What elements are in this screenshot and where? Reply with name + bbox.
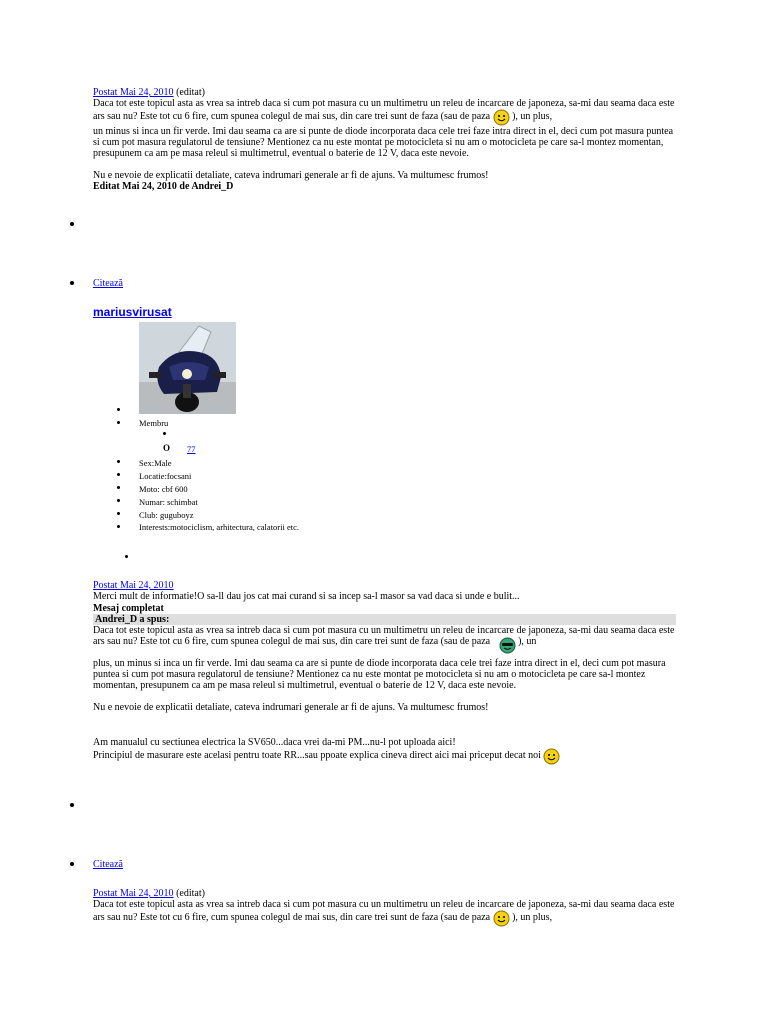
bullet-icon: [117, 421, 120, 424]
bullet-icon: [117, 460, 120, 463]
post-3-edited-tag: (editat): [176, 888, 205, 899]
post-1-text-c: un minus si inca un fir verde. Imi dau seama ca are si punte de diode incorporata daca cele trei faze intra direct in el, deci cum pot masura puntea si cum pot masura regulatorul de tensiune? Mentionez ca nu este montat pe motocicleta si nu am o motocicleta pe care sa-l montez momentan, presupunem ca am pe masa releul si multimetrul, eventual o baterie de 12 V, daca este nevoie.: [93, 126, 674, 159]
quote-link-2[interactable]: Citează: [93, 859, 123, 870]
smile-icon: [493, 910, 510, 927]
quote-header-text: Andrei_D a spus:: [95, 614, 170, 625]
user-locatie: Locatie:focsani: [139, 471, 192, 481]
post-1-text-b: ), un plus,: [512, 111, 553, 122]
post-2-text: Merci mult de informatie!O sa-ll dau jos cat mai curand si sa incep sa-l masor sa vad daca si unde e bulit...: [93, 591, 520, 602]
smile-icon: [543, 748, 560, 765]
smile-icon: [493, 109, 510, 126]
post-2-reply-a: Am manualul cu sectiunea electrica la SV650...daca vrei da-mi PM...nu-l pot uploada aici!: [93, 737, 456, 748]
user-post-count-link[interactable]: 77: [187, 444, 196, 454]
post-3-body: [93, 899, 678, 927]
quote-body: [93, 625, 676, 654]
post-1-text-a: Daca tot este topicul asta as vrea sa intreb daca si cum pot masura cu un multimetru un releu de incarcare de japoneza, sa-mi dau seama daca este ars sau nu? Este tot cu 6 fire, cum spunea colegul de mai sus, din care trei sunt de faza (sau de paza: [93, 98, 675, 122]
post-1-text-d: Nu e nevoie de explicatii detaliate, cateva indrumari generale ar fi de ajuns. Va multumesc frumos!: [93, 170, 489, 181]
post-1-meta: [93, 87, 678, 98]
post-2-reply-b-line: [93, 748, 676, 765]
post-2-date-link[interactable]: Postat Mai 24, 2010: [93, 580, 174, 591]
cool-smiley-icon: [499, 637, 516, 654]
post-3-text-b: ), un plus,: [512, 912, 553, 923]
bullet-icon: [117, 473, 120, 476]
bullet-icon: [163, 432, 166, 435]
bullet-icon: [125, 555, 128, 558]
user-moto: Moto: cbf 600: [139, 484, 188, 494]
user-o-label: O: [163, 443, 171, 453]
post-3-date-link[interactable]: Postat Mai 24, 2010: [93, 888, 174, 899]
quote-text-a: Daca tot este topicul asta as vrea sa intreb daca si cum pot masura cu un multimetru un releu de incarcare de japoneza, sa-mi dau seama daca este ars sau nu? Este tot cu 6 fire, cum spunea colegul de mai sus, din care trei sunt de faza (sau de paza: [93, 625, 675, 647]
post-3-text-a: Daca tot este topicul asta as vrea sa intreb daca si cum pot masura cu un multimetru un releu de incarcare de japoneza, sa-mi dau seama daca este ars sau nu? Este tot cu 6 fire, cum spunea colegul de mai sus, din care trei sunt de faza (sau de paza: [93, 899, 675, 923]
post-1-edited-tag: (editat): [176, 87, 205, 98]
quote-link-1[interactable]: Citează: [93, 278, 123, 289]
post-2-expand-label[interactable]: Mesaj completat: [93, 603, 164, 614]
post-1-body: [93, 98, 678, 126]
bullet-icon: [70, 222, 74, 226]
post-1-date-link[interactable]: Postat Mai 24, 2010: [93, 87, 174, 98]
quote-text-b: ), un: [518, 636, 537, 647]
post-2: [93, 580, 676, 765]
post-1-edited-by: Editat Mai 24, 2010 de Andrei_D: [93, 181, 234, 192]
bullet-icon: [70, 803, 74, 807]
bullet-icon: [70, 862, 74, 866]
post-2-reply-b: Principiul de masurare este acelasi pentru toate RR...sau ppoate explica cineva direct aici mai priceput decat noi: [93, 750, 541, 761]
user-role: Membru: [139, 418, 169, 428]
bullet-icon: [117, 512, 120, 515]
bullet-icon: [117, 499, 120, 502]
user-club: Club: guguboyz: [139, 510, 194, 520]
quote-header: [93, 614, 676, 625]
bullet-icon: [117, 486, 120, 489]
user-interests: Interests:motociclism, arhitectura, calatorii etc.: [139, 522, 300, 532]
post-1: [93, 87, 678, 192]
avatar[interactable]: [139, 322, 236, 414]
quote-text-d: Nu e nevoie de explicatii detaliate, cateva indrumari generale ar fi de ajuns. Va multumesc frumos!: [93, 702, 489, 713]
bullet-icon: [117, 408, 120, 411]
username-link[interactable]: mariusvirusat: [93, 305, 172, 319]
quote-text-c: plus, un minus si inca un fir verde. Imi dau seama ca are si punte de diode incorporata daca cele trei faze intra direct in el, deci cum pot masura puntea si cum pot masura regulatorul de tensiune? Mentionez ca nu este montat pe motocicleta si nu am o motocicleta pe care sa-l montez momentan, presupunem ca am pe masa releul si multimetrul, eventual o baterie de 12 V, daca este nevoie.: [93, 658, 666, 691]
user-sex: Sex:Male: [139, 458, 172, 468]
post-3: [93, 888, 678, 927]
user-numar: Numar: schimbat: [139, 497, 198, 507]
bullet-icon: [70, 281, 74, 285]
bullet-icon: [117, 525, 120, 528]
